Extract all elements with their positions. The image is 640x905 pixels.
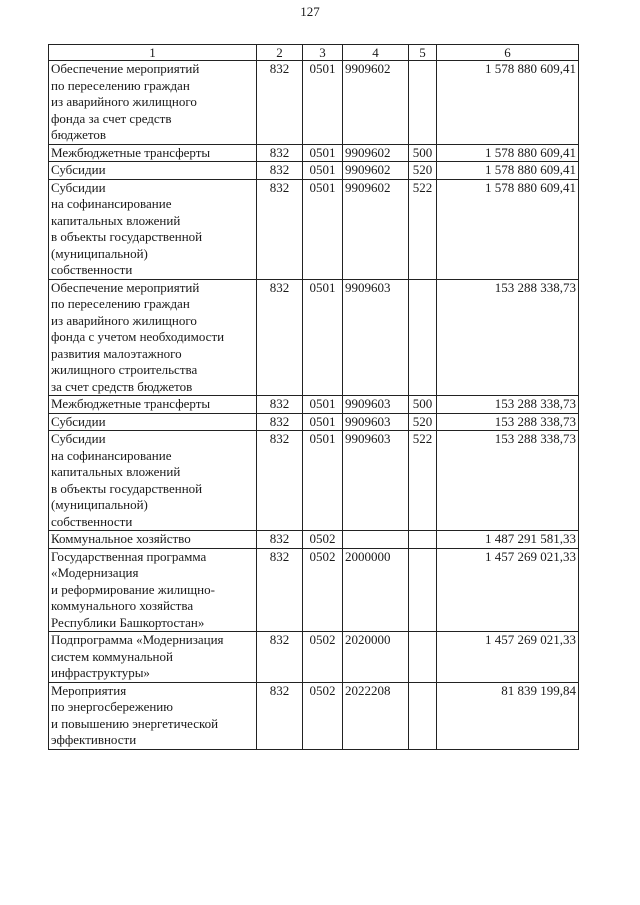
admin-code: 832	[257, 144, 303, 162]
amount: 1 578 880 609,41	[437, 144, 579, 162]
table-row	[49, 144, 579, 162]
section-code: 0501	[303, 396, 343, 414]
row-name-line: Межбюджетные трансферты	[51, 144, 211, 160]
row-name	[49, 682, 257, 749]
target-article-code: 9909602	[343, 162, 409, 180]
amount: 1 457 269 021,33	[437, 632, 579, 683]
expense-type-code: 500	[409, 144, 437, 162]
row-name-line: инфраструктуры»	[51, 665, 150, 680]
expense-type-code: 500	[409, 396, 437, 414]
row-name-line: и реформирование жилищно-	[51, 581, 215, 597]
row-name-line: Субсидии	[51, 162, 106, 177]
target-article-code: 2022208	[343, 682, 409, 749]
section-code: 0502	[303, 548, 343, 632]
column-header: 1	[49, 45, 257, 61]
section-code: 0501	[303, 179, 343, 279]
table-row	[49, 682, 579, 749]
amount: 1 578 880 609,41	[437, 179, 579, 279]
section-code: 0501	[303, 61, 343, 145]
expense-type-code	[409, 279, 437, 396]
admin-code: 832	[257, 413, 303, 431]
row-name-line: и повышению энергетической	[51, 715, 219, 731]
section-code: 0502	[303, 632, 343, 683]
expense-type-code	[409, 548, 437, 632]
row-name	[49, 279, 257, 396]
table-row	[49, 548, 579, 632]
row-name-line: Субсидии	[51, 413, 106, 429]
column-header: 4	[343, 45, 409, 61]
table-row	[49, 61, 579, 145]
amount: 1 578 880 609,41	[437, 162, 579, 180]
target-article-code: 9909602	[343, 61, 409, 145]
header-row	[49, 45, 579, 61]
row-name-line: на софинансирование	[51, 447, 172, 463]
target-article-code: 9909603	[343, 431, 409, 531]
target-article-code: 9909602	[343, 179, 409, 279]
admin-code: 832	[257, 162, 303, 180]
expense-type-code	[409, 531, 437, 549]
row-name-line: Субсидии	[51, 179, 106, 195]
row-name-line: Мероприятия	[51, 682, 127, 698]
row-name	[49, 548, 257, 632]
amount: 153 288 338,73	[437, 431, 579, 531]
row-name-line: Межбюджетные трансферты	[51, 396, 211, 411]
row-name-line: по переселению граждан	[51, 77, 190, 93]
row-name-line: «Модернизация	[51, 565, 139, 580]
row-name-line: (муниципальной)	[51, 245, 148, 261]
row-name-line: коммунального хозяйства	[51, 598, 194, 613]
amount: 153 288 338,73	[437, 413, 579, 431]
row-name-line: фонда за счет средств	[51, 110, 172, 126]
section-code: 0501	[303, 162, 343, 180]
row-name-line: собственности	[51, 513, 133, 529]
table-row	[49, 179, 579, 279]
row-name	[49, 632, 257, 683]
table-row	[49, 396, 579, 414]
admin-code: 832	[257, 179, 303, 279]
row-name-line: капитальных вложений	[51, 464, 181, 479]
section-code: 0501	[303, 431, 343, 531]
admin-code: 832	[257, 431, 303, 531]
column-header: 2	[257, 45, 303, 61]
row-name-line: из аварийного жилищного	[51, 312, 197, 328]
table-row	[49, 632, 579, 683]
row-name-line: Республики Башкортостан»	[51, 614, 205, 630]
expense-type-code	[409, 632, 437, 683]
expense-type-code: 522	[409, 179, 437, 279]
row-name	[49, 61, 257, 145]
section-code: 0501	[303, 279, 343, 396]
target-article-code: 9909603	[343, 396, 409, 414]
table-row	[49, 162, 579, 180]
row-name-line: по энергосбережению	[51, 699, 173, 714]
admin-code: 832	[257, 531, 303, 549]
row-name	[49, 531, 257, 549]
section-code: 0502	[303, 682, 343, 749]
page-number: 127	[300, 4, 320, 19]
row-name-line: Государственная программа	[51, 548, 207, 564]
column-header: 5	[409, 45, 437, 61]
column-header: 6	[437, 45, 579, 61]
admin-code: 832	[257, 548, 303, 632]
row-name-line: развития малоэтажного	[51, 345, 182, 361]
row-name	[49, 144, 257, 162]
expense-type-code: 520	[409, 162, 437, 180]
row-name-line: систем коммунальной	[51, 648, 173, 664]
row-name-line: жилищного строительства	[51, 362, 198, 377]
admin-code: 832	[257, 61, 303, 145]
target-article-code: 2020000	[343, 632, 409, 683]
row-name-line: фонда с учетом необходимости	[51, 329, 225, 344]
expense-type-code	[409, 61, 437, 145]
row-name-line: собственности	[51, 262, 133, 277]
amount: 1 578 880 609,41	[437, 61, 579, 145]
table-row	[49, 279, 579, 396]
target-article-code: 9909603	[343, 413, 409, 431]
row-name-line: бюджетов	[51, 127, 107, 142]
section-code: 0502	[303, 531, 343, 549]
column-header: 3	[303, 45, 343, 61]
row-name-line: Подпрограмма «Модернизация	[51, 632, 224, 647]
row-name-line: Коммунальное хозяйство	[51, 531, 191, 546]
admin-code: 832	[257, 632, 303, 683]
target-article-code	[343, 531, 409, 549]
row-name-line: Обеспечение мероприятий	[51, 279, 200, 295]
row-name-line: в объекты государственной	[51, 480, 203, 496]
row-name-line: Обеспечение мероприятий	[51, 61, 200, 76]
row-name-line: за счет средств бюджетов	[51, 378, 193, 394]
row-name	[49, 162, 257, 180]
row-name-line: (муниципальной)	[51, 497, 148, 512]
row-name-line: из аварийного жилищного	[51, 94, 197, 109]
admin-code: 832	[257, 682, 303, 749]
expense-type-code: 522	[409, 431, 437, 531]
row-name	[49, 413, 257, 431]
table-row	[49, 413, 579, 431]
row-name-line: по переселению граждан	[51, 296, 190, 311]
row-name-line: Субсидии	[51, 431, 106, 446]
amount: 153 288 338,73	[437, 396, 579, 414]
section-code: 0501	[303, 144, 343, 162]
row-name	[49, 396, 257, 414]
row-name-line: капитальных вложений	[51, 212, 181, 228]
row-name	[49, 179, 257, 279]
expense-type-code	[409, 682, 437, 749]
target-article-code: 9909602	[343, 144, 409, 162]
amount: 1 487 291 581,33	[437, 531, 579, 549]
row-name-line: в объекты государственной	[51, 229, 203, 244]
target-article-code: 9909603	[343, 279, 409, 396]
target-article-code: 2000000	[343, 548, 409, 632]
amount: 153 288 338,73	[437, 279, 579, 396]
table-body	[49, 61, 579, 750]
table-row	[49, 431, 579, 531]
table-row	[49, 531, 579, 549]
expense-type-code: 520	[409, 413, 437, 431]
row-name-line: на софинансирование	[51, 196, 172, 211]
section-code: 0501	[303, 413, 343, 431]
amount: 81 839 199,84	[437, 682, 579, 749]
admin-code: 832	[257, 279, 303, 396]
row-name-line: эффективности	[51, 732, 137, 747]
amount: 1 457 269 021,33	[437, 548, 579, 632]
row-name	[49, 431, 257, 531]
budget-table	[48, 44, 579, 750]
admin-code: 832	[257, 396, 303, 414]
